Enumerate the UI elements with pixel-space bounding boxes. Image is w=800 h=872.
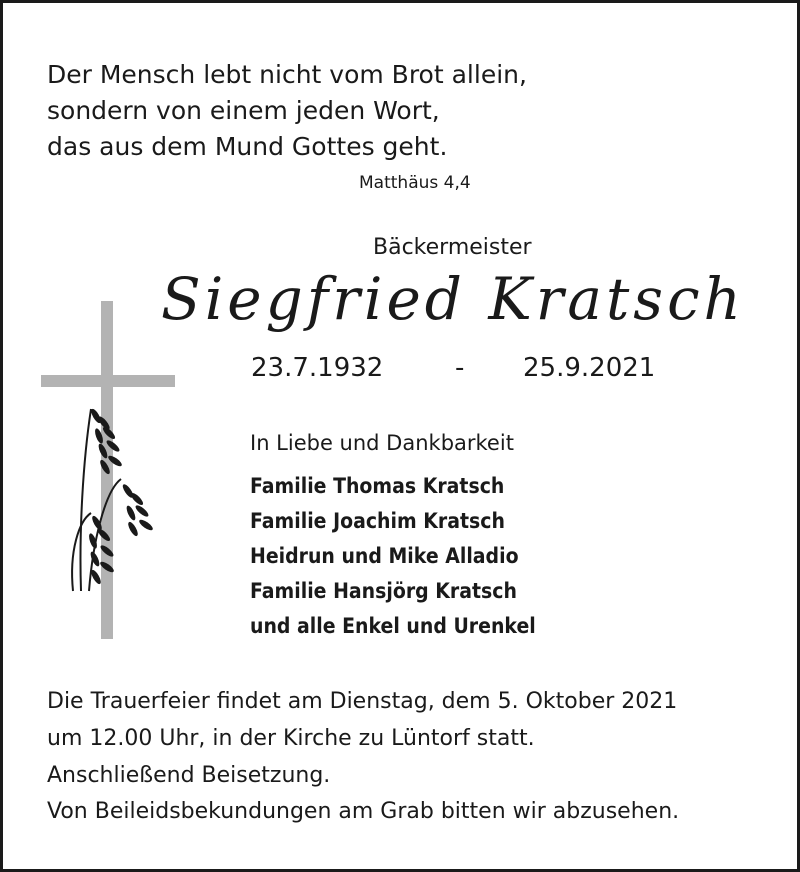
mourner-name: und alle Enkel und Urenkel [250,614,536,638]
service-details [47,683,677,794]
verse-reference: Matthäus 4,4 [359,173,471,193]
verse-line: das aus dem Mund Gottes geht. [47,132,448,161]
mourners-list [250,469,536,644]
birth-date: 23.7.1932 [251,353,384,383]
mourner-name: Familie Hansjörg Kratsch [250,579,517,603]
deceased-title: Bäckermeister [373,235,532,260]
mourner-name: Familie Thomas Kratsch [250,474,505,498]
deceased-name: Siegfried Kratsch [161,265,745,333]
mourning-intro: In Liebe und Dankbarkeit [250,431,514,455]
cross-icon [41,301,181,641]
bible-verse [47,57,527,165]
date-separator: - [455,353,465,383]
verse-line: sondern von einem jeden Wort, [47,96,440,125]
mourner-name: Familie Joachim Kratsch [250,509,505,533]
condolence-request: Von Beileidsbekundungen am Grab bitten wir abzusehen. [47,799,680,824]
service-line: um 12.00 Uhr, in der Kirche zu Lüntorf statt. [47,726,535,751]
verse-line: Der Mensch lebt nicht vom Brot allein, [47,60,527,89]
mourner-name: Heidrun und Mike Alladio [250,544,519,568]
service-line: Die Trauerfeier findet am Dienstag, dem 5. Oktober 2021 [47,689,678,714]
death-date: 25.9.2021 [523,353,656,383]
wheat-icon [72,408,154,591]
service-line: Anschließend Beisetzung. [47,763,331,788]
